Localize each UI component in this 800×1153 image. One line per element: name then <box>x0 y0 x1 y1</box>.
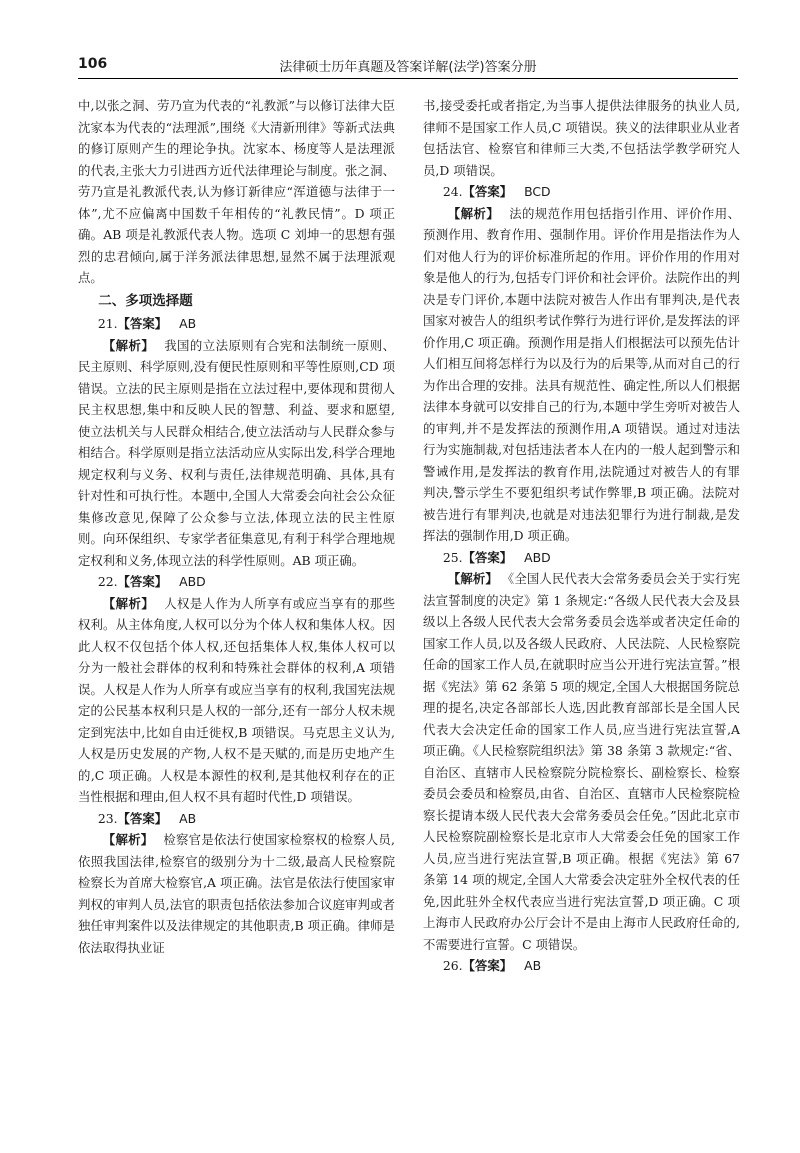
answer-value: ABD <box>524 549 551 565</box>
question-number: 25. <box>442 549 463 565</box>
left-column <box>78 95 395 958</box>
answer-line-23 <box>78 808 395 830</box>
answer-label: 【答案】 <box>117 574 168 589</box>
answer-line-26 <box>423 955 740 977</box>
answer-line-22 <box>78 571 395 593</box>
answer-label: 【答案】 <box>117 810 168 826</box>
explanation-text: 我国的立法原则有合宪和法制统一原则、民主原则、科学原则,没有便民性原则和平等性原则,CD 项错误。立法的民主原则是指在立法过程中,要体现和贯彻人民主权思想,集中和反映人民的智慧、利益、要求和愿望,使立法机关与人民群众相结合,使立法活动与人民群众参与相结合。科学原则是指立法活动应从实际出发,科学合理地规定权利与义务、权利与责任,法律规范明确、具体,具有针对性和可执行性。本题中,全国人大常委会向社会公众征集修改意见,保障了公众参与立法,体现立法的民主性原则。向环保组织、专家学者征集意见,有利于科学合理地规定权利和义务,体现立法的科学性原则。AB 项正确。 <box>78 337 396 568</box>
explanation-text: 《全国人民代表大会常务委员会关于实行宪法宣誓制度的决定》第 1 条规定:“各级人民代表大会及县级以上各级人民代表大会常务委员会选举或者决定任命的国家工作人员,以及各级人民政府、人民法院、人民检察院任命的国家工作人员,在就职时应当公开进行宪法宣誓。”根据《宪法》第 62 条第 5 项的规定,全国人大根据国务院总理的提名,决定各部部长人选,因此教育部部长是全国人民代表大会决定任命的国家工作人员,应当进行宪法宣誓,A 项正确。《人民检察院组织法》第 38 条第 3 款规定:“省、自治区、直辖市人民检察院分院检察长、副检察长、检察委员会委员和检察员,由省、自治区、直辖市人民检察院检察长提请本级人民代表大会常务委员会任免。”因此北京市人民检察院副检察长是北京市人大常委会任免的国家工作人员,应当进行宪法宣誓,B 项正确。根据《宪法》第 67 条第 14 项的规定,全国人大常委会决定驻外全权代表的任免,因此驻外全权代表应当进行宪法宣誓,D 项正确。C 项上海市人民政府办公厅会计不是由上海市人民政府任命的,不需要进行宣誓。C 项错误。 <box>423 571 740 952</box>
question-number: 26. <box>442 958 463 973</box>
explanation-label: 【解析】 <box>102 595 155 611</box>
answer-value: AB <box>179 810 197 826</box>
question-number: 22. <box>97 574 118 589</box>
continuation-paragraph: 中,以张之洞、劳乃宣为代表的“礼教派”与以修订法律大臣沈家本为代表的“法理派”,围绕《大清新刑律》等新式法典的修订原则产生的理论争执。沈家本、杨度等人是法理派的代表,主张大力引进西方近代法律理论与制度。张之洞、劳乃宣是礼教派代表,认为修订新律应“浑道德与法律于一体”,尤不应偏离中国数千年相传的“礼教民情”。D 项正确。AB 项是礼教派代表人物。选项 C 刘坤一的思想有强烈的忠君倾向,属于洋务派法律思想,显然不属于法理派观点。 <box>78 98 395 285</box>
explanation-label: 【解析】 <box>102 832 154 847</box>
answer-label: 【答案】 <box>462 958 513 973</box>
explanation-label: 【解析】 <box>102 337 155 353</box>
right-column <box>423 95 740 977</box>
explanation-paragraph-22 <box>78 593 395 808</box>
question-number: 24. <box>442 184 463 199</box>
question-number: 23. <box>97 810 118 826</box>
page-header <box>78 56 738 79</box>
answer-label: 【答案】 <box>462 184 513 199</box>
answer-value: ABD <box>179 574 206 589</box>
page-number: 106 <box>78 56 108 72</box>
explanation-paragraph-25 <box>423 568 740 955</box>
section-title: 二、多项选择题 <box>98 292 193 309</box>
explanation-label: 【解析】 <box>447 571 498 586</box>
answer-label: 【答案】 <box>462 549 513 565</box>
explanation-paragraph-21 <box>78 335 395 572</box>
explanation-text: 人权是人作为人所享有或应当享有的那些权利。从主体角度,人权可以分为个体人权和集体人权。因此人权不仅包括个体人权,还包括集体人权,集体人权可以分为一般社会群体的权利和特殊社会群体的权利,A 项错误。人权是人作为人所享有或应当享有的权利,我国宪法规定的公民基本权利只是人权的一部分,还有一部分人权未规定到宪法中,比如自由迁徙权,B 项错误。马克思主义认为,人权是历史发展的产物,人权不是天赋的,而是历史地产生的,C 项正确。人权是本源性的权利,是其他权利存在的正当性根据和理由,但人权不具有超时代性,D 项错误。 <box>78 595 396 804</box>
explanation-paragraph-24 <box>423 203 740 547</box>
answer-line-25 <box>423 547 740 569</box>
answer-line-24 <box>423 181 740 203</box>
answer-value: AB <box>524 958 542 973</box>
continuation-paragraph: 书,接受委托或者指定,为当事人提供法律服务的执业人员,律师不是国家工作人员,C 项错误。狭义的法律职业从业者包括法官、检察官和律师三大类,不包括法学教学研究人员,D 项错误。 <box>423 98 740 178</box>
running-title: 法律硕士历年真题及答案详解(法学)答案分册 <box>279 60 537 75</box>
explanation-text: 检察官是依法行使国家检察权的检察人员,依照我国法律,检察官的级别分为十二级,最高人民检察院检察长为首席大检察官,A 项正确。法官是依法行使国家审判权的审判人员,法官的职责包括依法参加合议庭审判或者独任审判案件以及法律规定的其他职责,B 项正确。律师是依法取得执业证 <box>78 832 395 955</box>
explanation-text: 法的规范作用包括指引作用、评价作用、预测作用、教育作用、强制作用。评价作用是指法作为人们对他人行为的评价标准所起的作用。评价作用的作用对象是他人的行为,包括专门评价和社会评价。法院作出的判决是专门评价,本题中法院对被告人作出有罪判决,是代表国家对被告人的组织考试作弊行为进行评价,是发挥法的评价作用,C 项正确。预测作用是指人们根据法可以预先估计人们相互间将怎样行为以及行为的后果等,从而对自己的行为作出合理的安排。法具有规范性、确定性,所以人们根据法律本身就可以安排自己的行为,本题中学生旁听对被告人的审判,并不是发挥法的预测作用,A 项错误。通过对违法行为实施制裁,对包括违法者本人在内的一般人起到警示和警诫作用,是发挥法的教育作用,法院通过对被告人的有罪判决,警示学生不要犯组织考试作弊罪,B 项正确。法院对被告进行有罪判决,也就是对违法犯罪行为进行制裁,是发挥法的强制作用,D 项正确。 <box>423 205 741 543</box>
answer-line-21 <box>78 313 395 335</box>
question-number: 21. <box>97 316 118 331</box>
answer-value: BCD <box>524 184 551 199</box>
explanation-paragraph-23 <box>78 829 395 958</box>
explanation-label: 【解析】 <box>447 205 500 221</box>
answer-value: AB <box>179 316 197 331</box>
answer-label: 【答案】 <box>117 316 168 331</box>
